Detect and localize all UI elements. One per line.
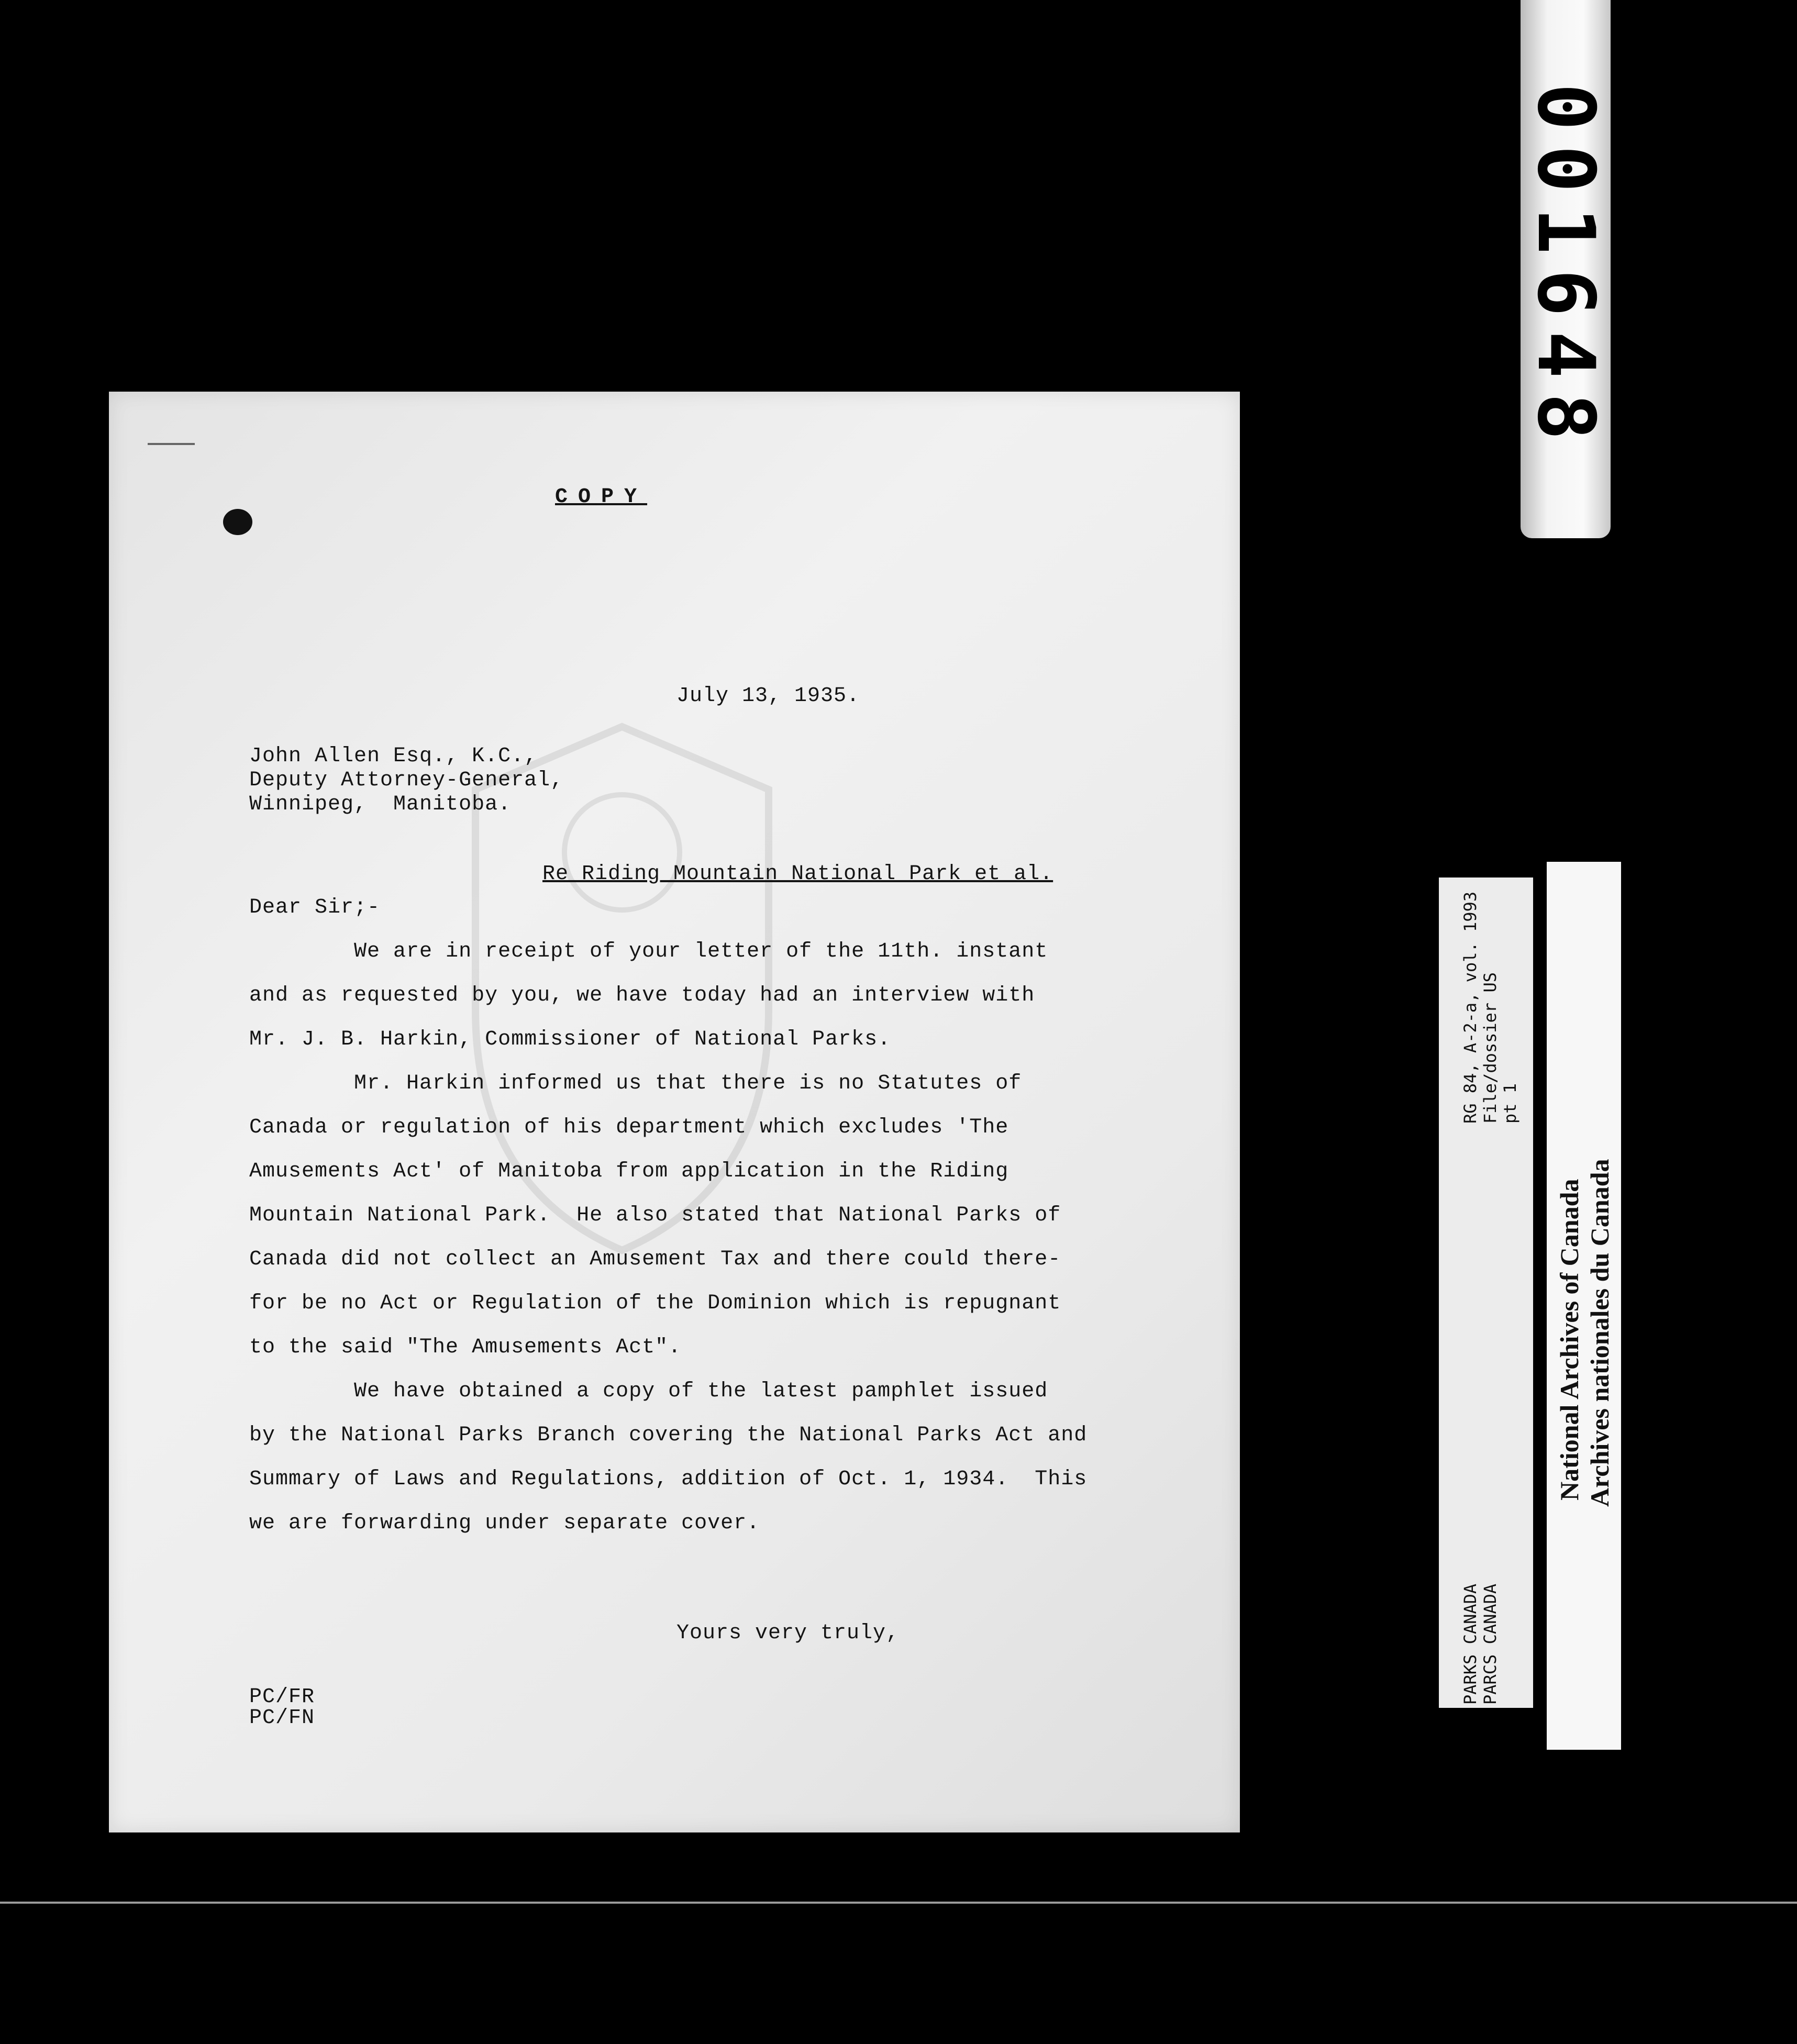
letter-page [109, 392, 1240, 1832]
frame-number-tag [1521, 0, 1611, 538]
film-edge-line [0, 1902, 1797, 1904]
body-line: Summary of Laws and Regulations, addition of Oct. 1, 1934. This [249, 1468, 1088, 1491]
page-mark [148, 443, 195, 445]
agency-line: PARKS CANADA [1460, 1583, 1480, 1705]
body-line: and as requested by you, we have today had an interview with [249, 984, 1035, 1007]
reference-line: RG 84, A-2-a, vol. 1993 [1460, 891, 1480, 1124]
body-line: to the said "The Amusements Act". [249, 1336, 682, 1359]
archive-institution-label [1547, 862, 1621, 1750]
punch-hole [223, 509, 252, 535]
closing: Yours very truly, [676, 1621, 900, 1645]
body-line: We have obtained a copy of the latest pamphlet issued [249, 1380, 1048, 1403]
typist-initials: PC/FR [249, 1685, 315, 1709]
salutation: Dear Sir;- [249, 896, 381, 919]
subject-line: Re Riding Mountain National Park et al. [542, 862, 1053, 886]
address-line: Deputy Attorney-General, [249, 769, 564, 792]
institution-line: National Archives of Canada [1555, 1179, 1584, 1501]
agency-line: PARCS CANADA [1480, 1583, 1500, 1705]
reference-line: File/dossier US [1480, 972, 1500, 1124]
copy-heading: COPY [555, 485, 648, 509]
frame-number: 001648 [1520, 83, 1611, 455]
body-line: Mountain National Park. He also stated that National Parks of [249, 1204, 1061, 1227]
address-line: Winnipeg, Manitoba. [249, 793, 512, 816]
body-line: for be no Act or Regulation of the Dominion which is repugnant [249, 1292, 1061, 1315]
body-line: Amusements Act' of Manitoba from application in the Riding [249, 1160, 1009, 1183]
body-line: We are in receipt of your letter of the 11th. instant [249, 940, 1048, 963]
body-line: we are forwarding under separate cover. [249, 1512, 760, 1535]
body-line: Mr. J. B. Harkin, Commissioner of National Parks. [249, 1028, 891, 1051]
typist-initials: PC/FN [249, 1706, 315, 1730]
body-line: Mr. Harkin informed us that there is no Statutes of [249, 1072, 1022, 1095]
body-line: Canada did not collect an Amusement Tax and there could there- [249, 1248, 1061, 1271]
archive-reference-label [1439, 877, 1533, 1708]
body-line: by the National Parks Branch covering the National Parks Act and [249, 1424, 1088, 1447]
body-line: Canada or regulation of his department which excludes 'The [249, 1116, 1009, 1139]
institution-line: Archives nationales du Canada [1585, 1159, 1614, 1507]
letter-date: July 13, 1935. [676, 684, 860, 708]
reference-line: pt 1 [1500, 1083, 1520, 1124]
address-line: John Allen Esq., K.C., [249, 745, 538, 768]
